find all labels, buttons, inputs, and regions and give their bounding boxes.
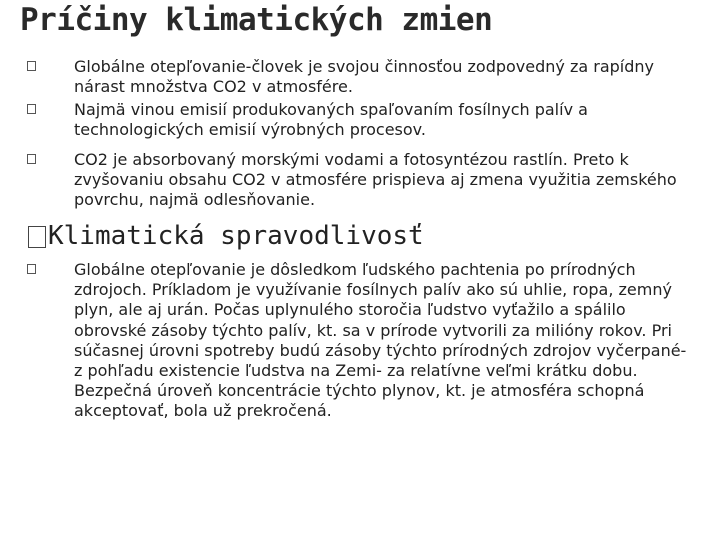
section-heading-text: Klimatická spravodlivosť — [48, 221, 424, 251]
square-bullet-icon — [27, 61, 36, 71]
square-bullet-icon — [28, 226, 46, 248]
slide-title: Príčiny klimatických zmien — [20, 2, 493, 38]
square-bullet-icon — [27, 264, 36, 274]
bullet-text: Globálne otepľovanie-človek je svojou činnosťou zodpovedný za rapídny nárast množstva CO2 v atmosfére. — [74, 57, 654, 97]
bullet-text: Globálne otepľovanie je dôsledkom ľudského pachtenia po prírodných zdrojoch. Príkladom je využívanie fosílnych palív ako sú uhlie, ropa, zemný plyn, ale aj urán. Počas uplynulého storočia ľudstvo vyťažilo a spálilo obrovské zásoby týchto palív, kt. sa v prírode vytvorili za milióny rokov. Pri súčasnej úrovni spotreby budú zásoby týchto prírodných zdrojov vyčerpané- z pohľadu existencie ľudstva na Zemi- za relatívne veľmi krátku dobu. Bezpečná úroveň koncentrácie týchto plynov, kt. je atmosféra schopná akceptovať, bola už prekročená. — [74, 260, 687, 421]
square-bullet-icon — [27, 154, 36, 164]
square-bullet-icon — [27, 104, 36, 114]
bullet-text: CO2 je absorbovaný morskými vodami a fotosyntézou rastlín. Preto k zvyšovaniu obsahu CO2 v atmosfére prispieva aj zmena využitia zemského povrchu, najmä odlesňovanie. — [74, 150, 677, 210]
bullet-text: Najmä vinou emisií produkovaných spaľovaním fosílnych palív a technologických emisií výrobných procesov. — [74, 100, 588, 140]
